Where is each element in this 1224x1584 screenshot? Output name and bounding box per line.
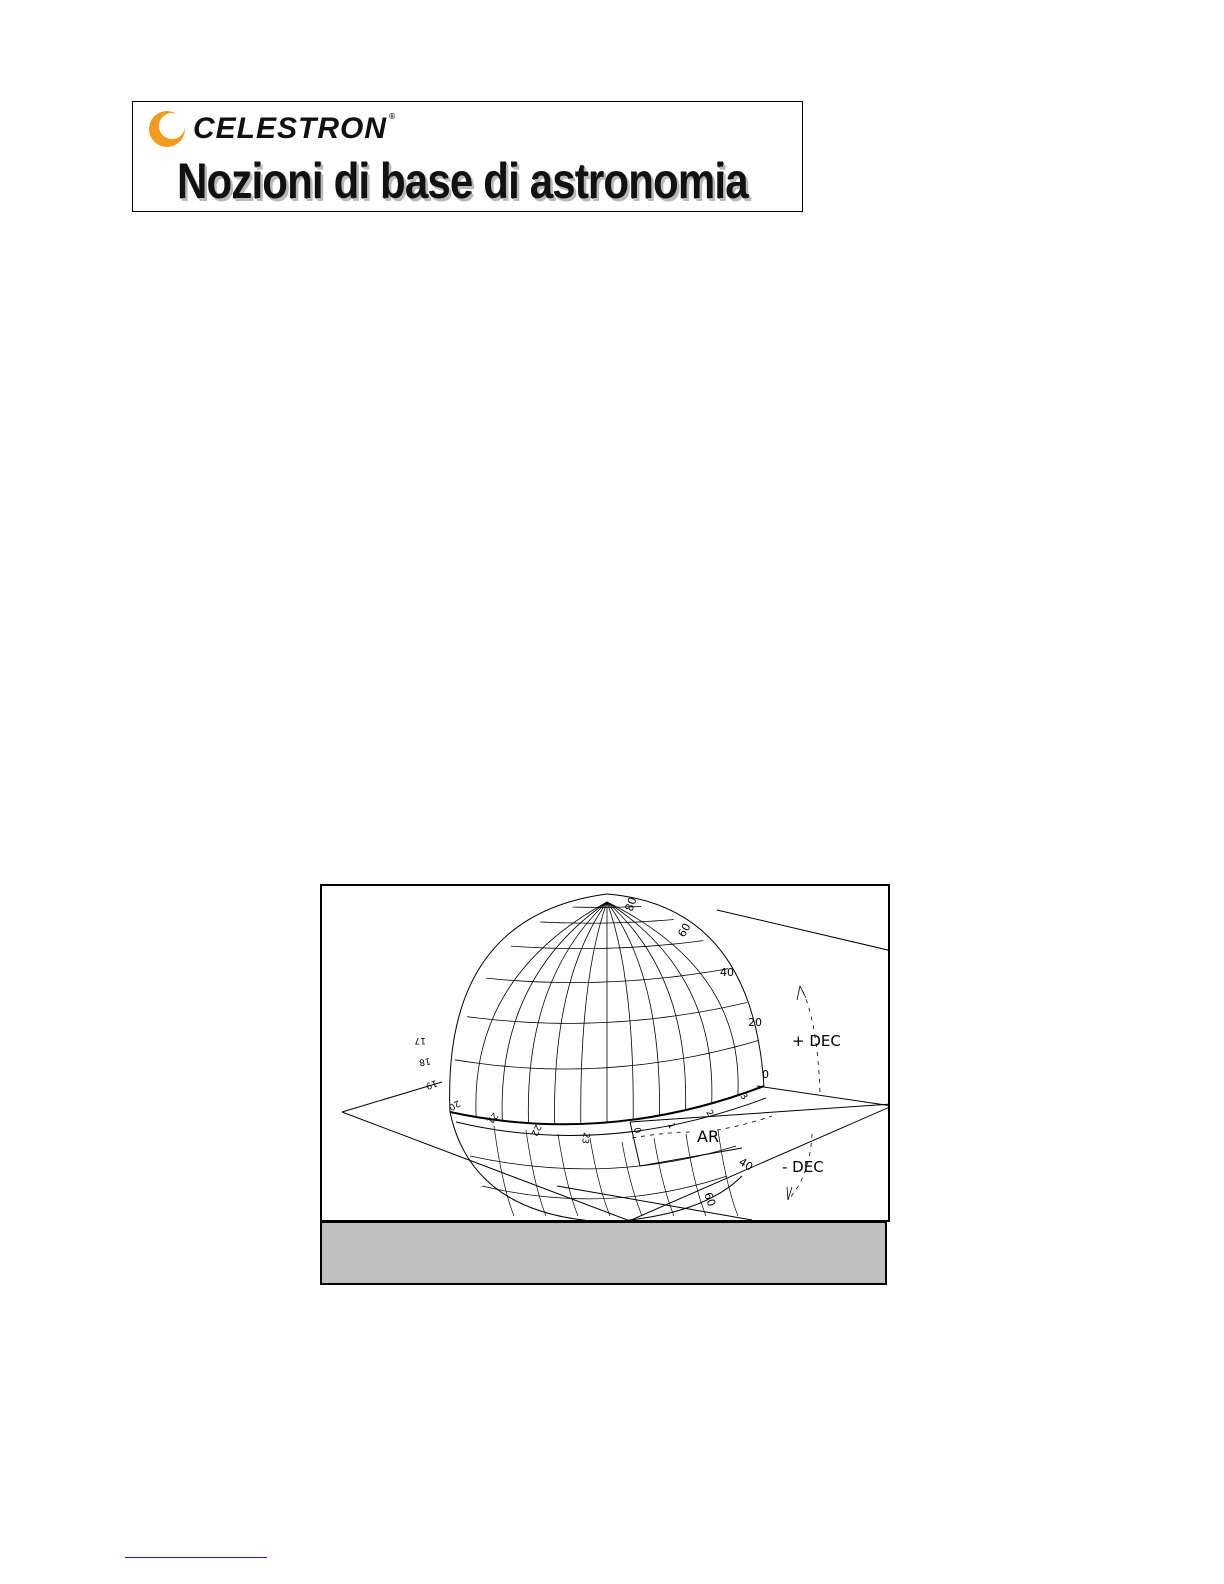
brand-name: CELESTRON ® [193,112,396,145]
ar-label: AR [697,1127,720,1146]
ra-tick: 19 [424,1077,439,1091]
ra-tick: 17 [414,1035,426,1045]
ra-tick: 21 [484,1110,500,1126]
dec-tick-20: 20 [748,1016,762,1029]
dec-tick-80: 80 [622,895,640,914]
celestial-sphere-figure [320,884,890,1222]
dec-tick-60: 60 [675,920,694,940]
dec-tick-40: 40 [720,966,734,979]
lower-meridian-line [526,1130,546,1216]
meridian-line [581,902,607,1124]
ra-tick: 0 [631,1126,642,1135]
ra-tick: 18 [418,1055,432,1067]
meridian-line [502,902,607,1121]
meridian-line [607,902,633,1120]
dec-tick-minus60: 60 [701,1190,719,1209]
minus-dec-label: - DEC [782,1158,824,1176]
ra-tick: 3 [737,1091,750,1103]
page-title: Nozioni di base di astronomia [177,153,748,209]
lower-parallel-line [470,1146,736,1169]
figure-caption-bar [320,1222,887,1285]
ra-tick: 20 [446,1097,462,1112]
ra-tick: 23 [579,1131,591,1145]
plus-dec-label: + DEC [792,1032,841,1050]
header-banner [132,101,803,212]
celestron-logo [147,108,396,150]
lower-parallel-line [482,1176,727,1199]
lower-meridian-line [686,1134,706,1216]
ra-tick: 2 [703,1108,715,1119]
dec-tick-0: 0 [762,1068,769,1081]
ra-tick: 22 [528,1122,543,1138]
footer-rule [125,1557,267,1558]
celestron-swoosh-icon [147,109,187,149]
lower-meridian-line [718,1130,738,1216]
celestial-sphere-diagram [322,886,890,1222]
lower-meridian-line [590,1138,610,1216]
meridian-line [607,902,712,1103]
meridian-line [607,902,686,1110]
dec-tick-minus40: 40 [736,1155,756,1174]
ra-tick: 1 [665,1121,677,1131]
lower-meridian-line [558,1134,578,1216]
lower-meridian-line [622,1142,642,1216]
